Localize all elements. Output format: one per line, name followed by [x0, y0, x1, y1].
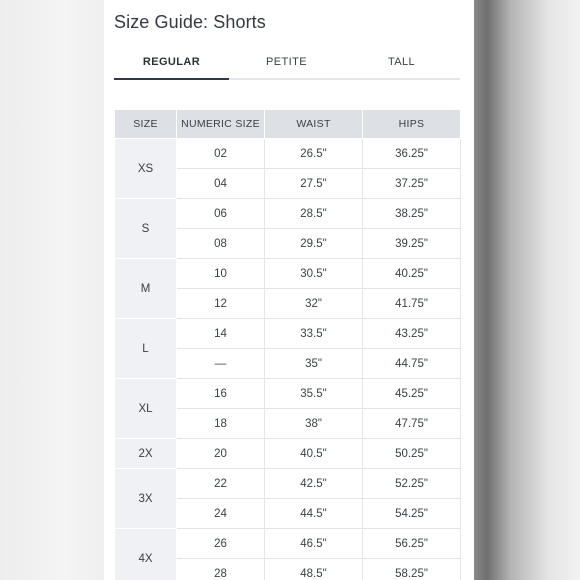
waist-cell: 40.5": [265, 439, 363, 469]
background-right: [474, 0, 580, 580]
hips-cell: 50.25": [363, 439, 461, 469]
tab-regular[interactable]: REGULAR: [114, 52, 229, 78]
waist-cell: 48.5": [265, 559, 363, 580]
table-row: [115, 319, 461, 349]
size-cell: S: [115, 199, 177, 259]
waist-cell: 28.5": [265, 199, 363, 229]
waist-cell: 33.5": [265, 319, 363, 349]
numeric-size-cell: 04: [177, 169, 265, 199]
header-hips: HIPS: [363, 110, 461, 139]
table-row: [115, 139, 461, 169]
waist-cell: 35": [265, 349, 363, 379]
size-table: [114, 109, 461, 580]
waist-cell: 42.5": [265, 469, 363, 499]
table-row: [115, 529, 461, 559]
hips-cell: 54.25": [363, 499, 461, 529]
waist-cell: 27.5": [265, 169, 363, 199]
numeric-size-cell: 28: [177, 559, 265, 580]
table-row: [115, 439, 461, 469]
numeric-size-cell: 26: [177, 529, 265, 559]
waist-cell: 46.5": [265, 529, 363, 559]
size-cell: 2X: [115, 439, 177, 469]
waist-cell: 30.5": [265, 259, 363, 289]
numeric-size-cell: 18: [177, 409, 265, 439]
waist-cell: 35.5": [265, 379, 363, 409]
numeric-size-cell: 06: [177, 199, 265, 229]
table-row: [115, 469, 461, 499]
page-title: Size Guide: Shorts: [114, 12, 266, 32]
size-cell: 4X: [115, 529, 177, 580]
numeric-size-cell: 08: [177, 229, 265, 259]
hips-cell: 43.25": [363, 319, 461, 349]
table-row: [115, 259, 461, 289]
numeric-size-cell: 16: [177, 379, 265, 409]
numeric-size-cell: 02: [177, 139, 265, 169]
table-row: [115, 379, 461, 409]
numeric-size-cell: 24: [177, 499, 265, 529]
hips-cell: 58.25": [363, 559, 461, 580]
hips-cell: 38.25": [363, 199, 461, 229]
hips-cell: 39.25": [363, 229, 461, 259]
hips-cell: 45.25": [363, 379, 461, 409]
numeric-size-cell: 10: [177, 259, 265, 289]
waist-cell: 29.5": [265, 229, 363, 259]
header-size: SIZE: [115, 110, 177, 139]
hips-cell: 41.75": [363, 289, 461, 319]
waist-cell: 32": [265, 289, 363, 319]
hips-cell: 47.75": [363, 409, 461, 439]
numeric-size-cell: —: [177, 349, 265, 379]
tab-tall[interactable]: TALL: [387, 56, 416, 68]
size-cell: M: [115, 259, 177, 319]
tab-petite[interactable]: PETITE: [266, 56, 307, 68]
table-row: [115, 199, 461, 229]
header-numeric-size: NUMERIC SIZE: [177, 110, 265, 139]
fit-tabs: [114, 52, 460, 80]
hips-cell: 36.25": [363, 139, 461, 169]
hips-cell: 44.75": [363, 349, 461, 379]
numeric-size-cell: 22: [177, 469, 265, 499]
numeric-size-cell: 12: [177, 289, 265, 319]
size-cell: 3X: [115, 469, 177, 529]
hips-cell: 37.25": [363, 169, 461, 199]
header-waist: WAIST: [265, 110, 363, 139]
numeric-size-cell: 14: [177, 319, 265, 349]
size-cell: XS: [115, 139, 177, 199]
size-cell: L: [115, 319, 177, 379]
waist-cell: 26.5": [265, 139, 363, 169]
background-left: [0, 0, 104, 580]
table-header-row: [115, 110, 461, 139]
waist-cell: 44.5": [265, 499, 363, 529]
hips-cell: 40.25": [363, 259, 461, 289]
hips-cell: 52.25": [363, 469, 461, 499]
hips-cell: 56.25": [363, 529, 461, 559]
size-cell: XL: [115, 379, 177, 439]
size-guide-panel: [104, 0, 474, 580]
numeric-size-cell: 20: [177, 439, 265, 469]
waist-cell: 38": [265, 409, 363, 439]
